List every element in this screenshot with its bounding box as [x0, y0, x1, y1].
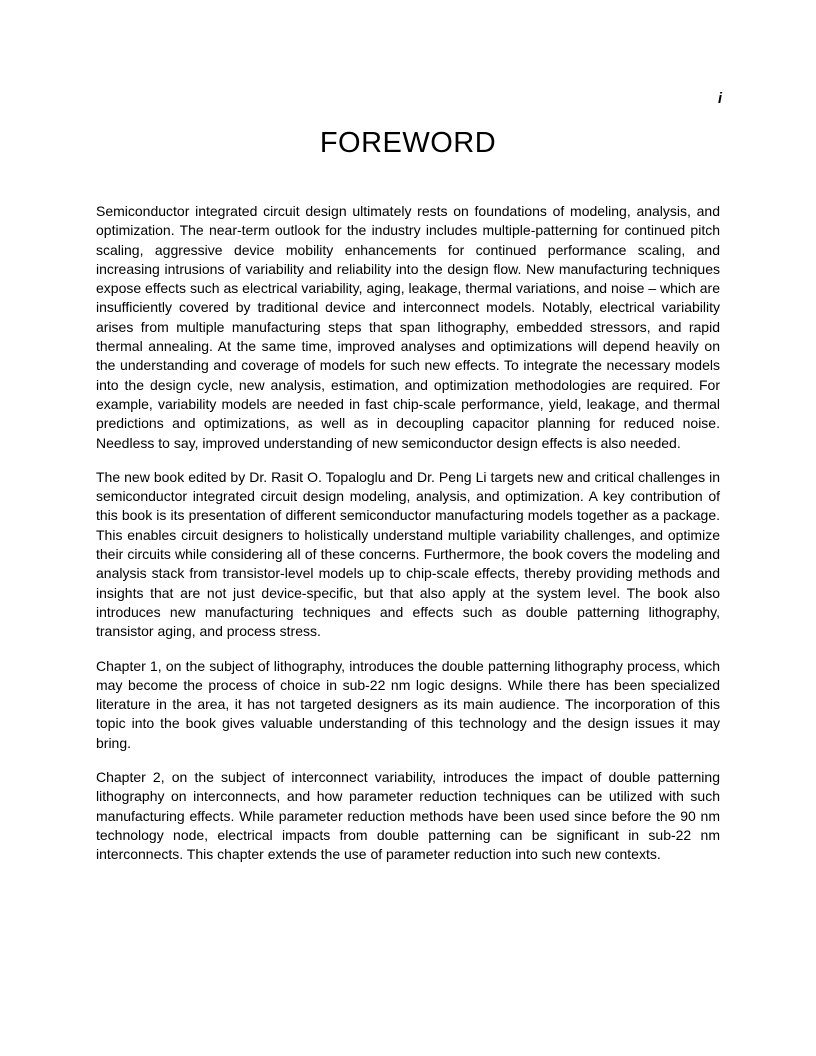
paragraph-chapter-1: Chapter 1, on the subject of lithography, introduces the double patterning lithography process, which may become the process of choice in sub-22 nm logic designs. While there has been specialized literature in the area, it has not targeted designers as its main audience. The incorporation of this topic into the book gives valuable understanding of this technology and the design issues it may bring.	[96, 657, 720, 751]
paragraph-chapter-2: Chapter 2, on the subject of interconnect variability, introduces the impact of double patterning lithography on interconnects, and how parameter reduction techniques can be utilized with such manufacturing effects. While parameter reduction methods have been used since before the 90 nm technology node, electrical impacts from double patterning can be significant in sub-22 nm interconnects. This chapter extends the use of parameter reduction into such new contexts.	[96, 769, 720, 863]
body-text	[96, 202, 720, 880]
page-title: FOREWORD	[319, 127, 497, 159]
paragraph-book-summary: The new book edited by Dr. Rasit O. Topaloglu and Dr. Peng Li targets new and critical challenges in semiconductor integrated circuit design modeling, analysis, and optimization. A key contribution of this book is its presentation of different semiconductor manufacturing models together as a package. This enables circuit designers to holistically understand multiple variability challenges, and optimize their circuits while considering all of these concerns. Furthermore, the book covers the modeling and analysis stack from transistor-level models up to chip-scale effects, thereby providing methods and insights that are not just device-specific, but that also apply at the system level. The book also introduces new manufacturing techniques and effects such as double patterning lithography, transistor aging, and process stress.	[96, 468, 720, 640]
paragraph-overview: Semiconductor integrated circuit design ultimately rests on foundations of modeling, analysis, and optimization. The near-term outlook for the industry includes multiple-patterning for continued pitch scaling, aggressive device mobility enhancements for continued performance scaling, and increasing intrusions of variability and reliability into the design flow. New manufacturing techniques expose effects such as electrical variability, aging, leakage, thermal variations, and noise – which are insufficiently covered by traditional device and interconnect models. Notably, electrical variability arises from multiple manufacturing steps that span lithography, embedded stressors, and rapid thermal annealing. At the same time, improved analyses and optimizations will depend heavily on the understanding and coverage of models for such new effects. To integrate the necessary models into the design cycle, new analysis, estimation, and optimization methodologies are required. For example, variability models are needed in fast chip-scale performance, yield, leakage, and thermal predictions and optimizations, as well as in decoupling capacitor planning for reduced noise. Needless to say, improved understanding of new semiconductor design effects is also needed.	[96, 203, 720, 451]
page-number: i	[717, 91, 722, 107]
